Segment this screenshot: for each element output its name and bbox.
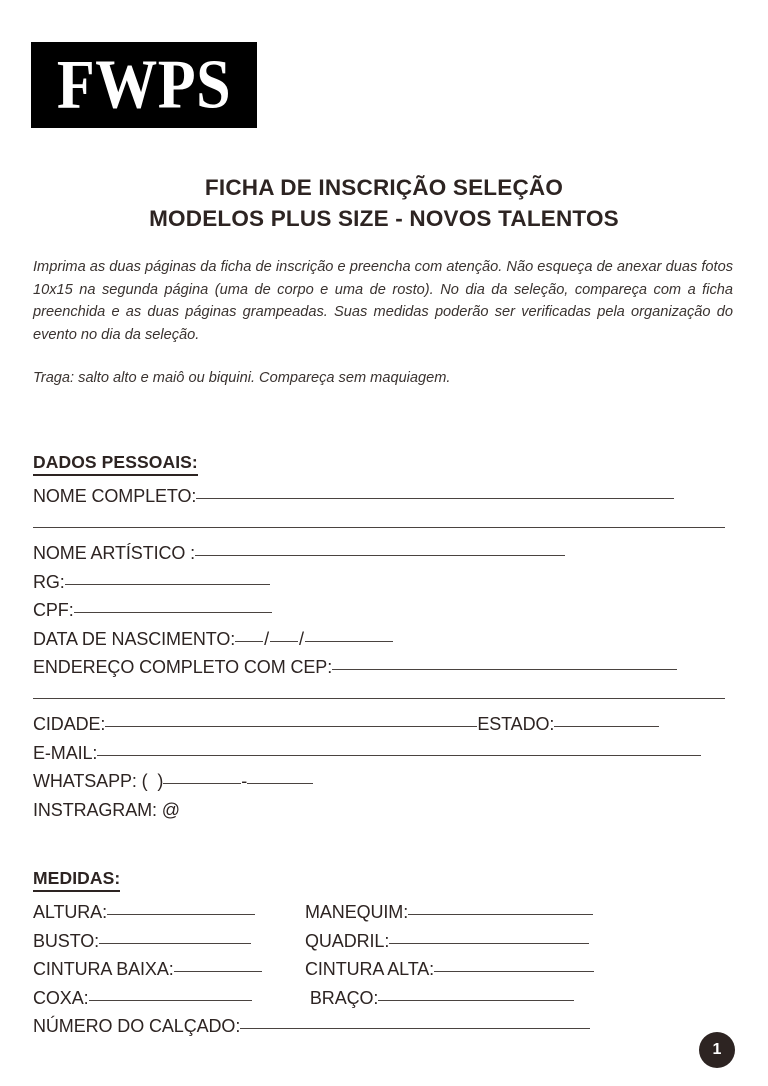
blank-line-nome-completo-2[interactable] — [33, 527, 725, 528]
instructions-block — [33, 256, 733, 390]
field-label-data-nascimento: DATA DE NASCIMENTO: — [33, 628, 236, 649]
blank-line-cidade[interactable] — [105, 726, 477, 727]
blank-line-email[interactable] — [97, 755, 701, 756]
field-endereco[interactable] — [33, 653, 725, 682]
measure-row-altura-manequim[interactable] — [33, 898, 725, 927]
page-number-text: 1 — [712, 1041, 722, 1058]
blank-line-coxa[interactable] — [89, 1000, 252, 1001]
field-email[interactable] — [33, 739, 725, 768]
date-separator-2: / — [299, 628, 304, 649]
blank-line-month[interactable] — [270, 641, 298, 642]
measure-cell-braco[interactable] — [305, 984, 574, 1013]
blank-line-nome-completo[interactable] — [196, 498, 674, 499]
field-data-nascimento[interactable] — [33, 625, 725, 654]
blank-line-year[interactable] — [305, 641, 393, 642]
page-title — [0, 172, 768, 234]
whatsapp-paren-close: ) — [157, 771, 164, 791]
blank-line-cintura-baixa[interactable] — [174, 971, 262, 972]
instructions-paragraph-2: Traga: salto alto e maiô ou biquini. Compareça sem maquiagem. — [33, 370, 451, 387]
blank-line-whatsapp-prefix[interactable] — [163, 783, 241, 784]
measure-label-busto: BUSTO: — [33, 930, 100, 951]
measure-label-cintura-alta: CINTURA ALTA: — [305, 959, 435, 979]
field-endereco-continuation[interactable] — [33, 682, 725, 711]
measure-label-altura: ALTURA: — [33, 902, 107, 922]
measure-cell-quadril[interactable] — [305, 927, 589, 956]
measure-label-manequim: MANEQUIM: — [305, 902, 409, 922]
blank-line-estado[interactable] — [554, 726, 659, 727]
field-whatsapp[interactable] — [33, 767, 725, 796]
field-label-endereco: ENDEREÇO COMPLETO COM CEP: — [33, 657, 333, 677]
measure-cell-manequim[interactable] — [305, 898, 593, 927]
whatsapp-separator: - — [241, 771, 248, 791]
page-number-badge — [699, 1032, 735, 1068]
field-label-whatsapp: WHATSAPP: ( — [33, 771, 148, 791]
title-line-1: FICHA DE INSCRIÇÃO SELEÇÃO — [204, 175, 564, 200]
field-nome-completo[interactable] — [33, 482, 725, 511]
section-heading-medidas: MEDIDAS: — [33, 868, 120, 892]
measure-row-busto-quadril[interactable] — [33, 927, 725, 956]
blank-line-day[interactable] — [235, 641, 263, 642]
blank-line-rg[interactable] — [65, 584, 270, 585]
measure-cell-cintura-baixa[interactable] — [33, 955, 305, 984]
measure-row-calcado[interactable] — [33, 1012, 725, 1041]
field-label-estado: ESTADO: — [477, 714, 555, 734]
field-label-rg: RG: — [33, 571, 65, 592]
field-rg[interactable] — [33, 568, 725, 597]
measure-cell-altura[interactable] — [33, 898, 305, 927]
measure-cell-cintura-alta[interactable] — [305, 955, 594, 984]
blank-line-busto[interactable] — [99, 943, 251, 944]
field-instagram[interactable] — [33, 796, 725, 825]
blank-line-whatsapp-suffix[interactable] — [247, 783, 313, 784]
field-nome-artistico[interactable] — [33, 539, 725, 568]
brand-logo — [31, 42, 257, 128]
measure-row-cintura[interactable] — [33, 955, 725, 984]
field-cpf[interactable] — [33, 596, 725, 625]
field-nome-completo-continuation[interactable] — [33, 511, 725, 540]
field-label-cidade: CIDADE: — [33, 714, 106, 734]
blank-line-altura[interactable] — [107, 914, 255, 915]
measure-cell-coxa[interactable] — [33, 984, 305, 1013]
measure-label-braco: BRAÇO: — [309, 987, 379, 1008]
logo-text: FWPS — [56, 46, 232, 124]
measure-cell-busto[interactable] — [33, 927, 305, 956]
measure-label-cintura-baixa: CINTURA BAIXA: — [33, 959, 174, 979]
field-label-email: E-MAIL: — [33, 742, 98, 763]
field-label-cpf: CPF: — [33, 600, 74, 620]
measure-label-coxa: COXA: — [33, 987, 89, 1008]
form-area — [33, 452, 725, 1041]
blank-line-endereco-2[interactable] — [33, 698, 725, 699]
field-cidade-estado[interactable] — [33, 710, 725, 739]
blank-line-braco[interactable] — [378, 1000, 574, 1001]
measure-label-calcado: NÚMERO DO CALÇADO: — [33, 1016, 241, 1036]
measure-row-coxa-braco[interactable] — [33, 984, 725, 1013]
blank-line-quadril[interactable] — [389, 943, 589, 944]
instructions-paragraph-1: Imprima as duas páginas da ficha de inscrição e preencha com atenção. Não esqueça de anexar duas fotos 10x15 na segunda página (uma de corpo e uma de rosto). No dia da seleção, compareça com a ficha preenchida e as duas páginas grampeadas. Suas medidas poderão ser verificadas pela organização do evento no dia da seleção. — [33, 259, 733, 343]
blank-line-nome-artistico[interactable] — [195, 555, 565, 556]
section-heading-dados-pessoais: DADOS PESSOAIS: — [33, 452, 198, 476]
blank-line-endereco[interactable] — [332, 669, 677, 670]
blank-line-calcado[interactable] — [240, 1028, 590, 1029]
section-spacer — [33, 824, 725, 868]
title-line-2: MODELOS PLUS SIZE - NOVOS TALENTOS — [149, 206, 619, 231]
blank-line-cintura-alta[interactable] — [434, 971, 594, 972]
field-label-nome-artistico: NOME ARTÍSTICO : — [33, 543, 196, 563]
blank-line-manequim[interactable] — [408, 914, 593, 915]
measure-label-quadril: QUADRIL: — [305, 930, 390, 951]
date-separator-1: / — [264, 628, 270, 649]
field-label-nome-completo: NOME COMPLETO: — [33, 486, 197, 506]
blank-line-cpf[interactable] — [74, 612, 272, 613]
field-label-instagram: INSTRAGRAM: @ — [33, 799, 180, 820]
